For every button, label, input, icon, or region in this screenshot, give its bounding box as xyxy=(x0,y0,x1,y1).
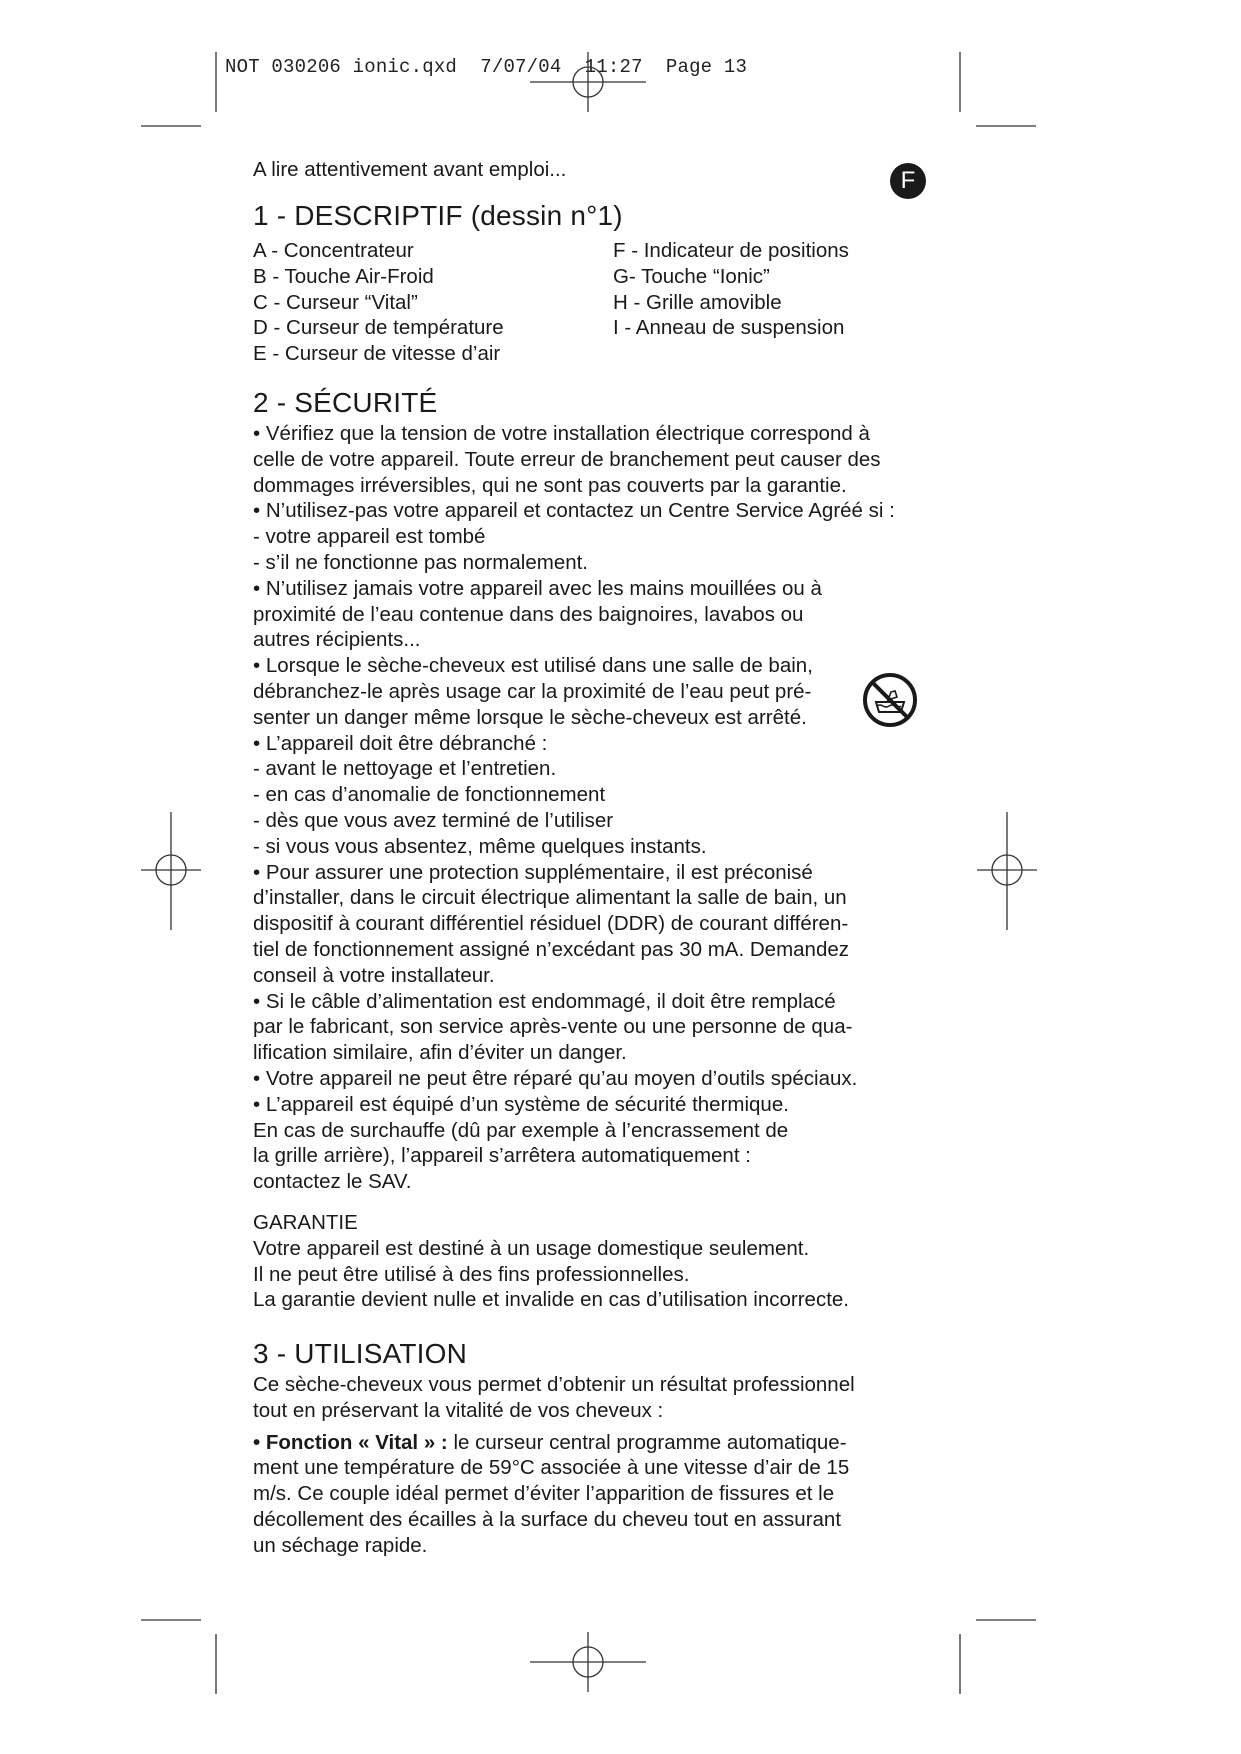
text-line: dispositif à courant différentiel résiduel (DDR) de courant différen- xyxy=(253,912,849,936)
language-badge: F xyxy=(890,163,926,199)
securite-body xyxy=(253,421,973,1195)
text-line: conseil à votre installateur. xyxy=(253,963,495,987)
text-line: contactez le SAV. xyxy=(253,1170,412,1194)
list-item: G- Touche “Ionic” xyxy=(613,264,770,288)
registration-mark-icon xyxy=(530,1632,646,1692)
text-line: un séchage rapide. xyxy=(253,1533,428,1557)
text-line: tout en préservant la vitalité de vos cheveux : xyxy=(253,1398,664,1422)
registration-mark-icon xyxy=(141,812,201,930)
list-item: B - Touche Air-Froid xyxy=(253,264,434,288)
list-item: F - Indicateur de positions xyxy=(613,239,849,262)
text-line: dommages irréversibles, qui ne sont pas couverts par la garantie. xyxy=(253,473,847,497)
list-item: H - Grille amovible xyxy=(613,290,782,314)
section-title-securite: 2 - SÉCURITÉ xyxy=(253,387,438,418)
vital-text: le curseur central programme automatique- xyxy=(447,1430,847,1454)
garantie-block xyxy=(253,1210,973,1313)
text-line: • Votre appareil ne peut être réparé qu’au moyen d’outils spéciaux. xyxy=(253,1066,858,1090)
text-line xyxy=(253,1430,973,1456)
text-line: lification similaire, afin d’éviter un danger. xyxy=(253,1041,627,1065)
text-line: • Vérifiez que la tension de votre installation électrique correspond à xyxy=(253,422,870,445)
no-bath-water-icon xyxy=(862,672,918,728)
text-line: - en cas d’anomalie de fonctionnement xyxy=(253,783,606,807)
text-line: - votre appareil est tombé xyxy=(253,525,486,549)
text-line: Ce sèche-cheveux vous permet d’obtenir un résultat professionnel xyxy=(253,1373,855,1396)
text-line: • N’utilisez-pas votre appareil et contactez un Centre Service Agréé si : xyxy=(253,499,895,523)
text-line: - s’il ne fonctionne pas normalement. xyxy=(253,550,589,574)
intro-text: A lire attentivement avant emploi... xyxy=(253,158,567,181)
print-slug: NOT 030206 ionic.qxd 7/07/04 11:27 Page 13 xyxy=(225,56,748,78)
list-item: D - Curseur de température xyxy=(253,316,504,340)
text-line: En cas de surchauffe (dû par exemple à l’encrassement de xyxy=(253,1118,789,1142)
text-line: • N’utilisez jamais votre appareil avec les mains mouillées ou à xyxy=(253,576,822,600)
text-line: tiel de fonctionnement assigné n’excédant pas 30 mA. Demandez xyxy=(253,937,850,961)
text-line: d’installer, dans le circuit électrique alimentant la salle de bain, un xyxy=(253,886,847,910)
text-line: la grille arrière), l’appareil s’arrêtera automatiquement : xyxy=(253,1144,751,1168)
text-line: ment une température de 59°C associée à une vitesse d’air de 15 xyxy=(253,1456,850,1480)
registration-mark-icon xyxy=(530,52,646,112)
text-line: La garantie devient nulle et invalide en cas d’utilisation incorrecte. xyxy=(253,1288,850,1312)
section-title-descriptif: 1 - DESCRIPTIF (dessin n°1) xyxy=(253,200,623,231)
text-line: • Si le câble d’alimentation est endommagé, il doit être remplacé xyxy=(253,989,836,1013)
text-line: décollement des écailles à la surface du cheveu tout en assurant xyxy=(253,1507,842,1531)
text-line: • Lorsque le sèche-cheveux est utilisé dans une salle de bain, xyxy=(253,654,813,678)
list-item: A - Concentrateur xyxy=(253,239,414,262)
text-line: Votre appareil est destiné à un usage domestique seulement. xyxy=(253,1236,810,1260)
text-line: • L’appareil est équipé d’un système de sécurité thermique. xyxy=(253,1092,789,1116)
list-item: C - Curseur “Vital” xyxy=(253,290,418,314)
registration-mark-icon xyxy=(977,812,1037,930)
text-line: autres récipients... xyxy=(253,628,421,652)
utilisation-body xyxy=(253,1372,973,1559)
garantie-title: GARANTIE xyxy=(253,1211,358,1234)
text-line: - si vous vous absentez, même quelques instants. xyxy=(253,834,707,858)
text-line: • L’appareil doit être débranché : xyxy=(253,731,548,755)
text-line: débranchez-le après usage car la proximité de l’eau peut pré- xyxy=(253,679,812,703)
list-item: I - Anneau de suspension xyxy=(613,316,845,340)
text-line: • Pour assurer une protection supplémentaire, il est préconisé xyxy=(253,860,813,884)
text-line: - avant le nettoyage et l’entretien. xyxy=(253,757,557,781)
text-line: - dès que vous avez terminé de l’utiliser xyxy=(253,808,614,832)
text-line: par le fabricant, son service après-vente ou une personne de qua- xyxy=(253,1015,853,1039)
text-line: celle de votre appareil. Toute erreur de branchement peut causer des xyxy=(253,447,881,471)
descriptif-right-column xyxy=(613,238,849,341)
text-line: Il ne peut être utilisé à des fins professionnelles. xyxy=(253,1262,690,1286)
vital-label: • Fonction « Vital » : xyxy=(253,1430,448,1454)
text-line: senter un danger même lorsque le sèche-cheveux est arrêté. xyxy=(253,705,807,729)
text-line: proximité de l’eau contenue dans des baignoires, lavabos ou xyxy=(253,602,804,626)
text-line: m/s. Ce couple idéal permet d’éviter l’apparition de fissures et le xyxy=(253,1482,835,1506)
descriptif-left-column xyxy=(253,238,504,367)
section-title-utilisation: 3 - UTILISATION xyxy=(253,1338,468,1369)
list-item: E - Curseur de vitesse d’air xyxy=(253,342,501,366)
